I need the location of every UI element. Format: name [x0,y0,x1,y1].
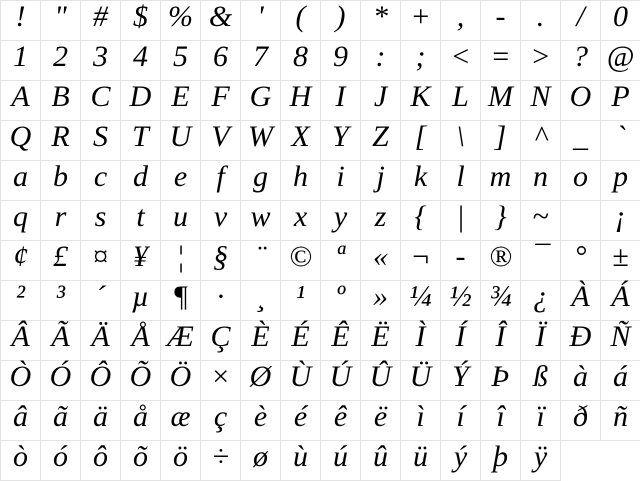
glyph-cell[interactable]: $ [121,1,161,41]
glyph-cell[interactable]: . [521,1,561,41]
glyph-cell[interactable]: î [481,401,521,441]
glyph-cell[interactable]: = [481,41,521,81]
glyph-cell[interactable]: ö [161,441,201,481]
glyph-cell[interactable]: µ [121,281,161,321]
glyph-cell[interactable]: · [201,281,241,321]
glyph-cell[interactable]: ¸ [241,281,281,321]
glyph-cell[interactable]: ì [401,401,441,441]
glyph-cell[interactable]: ! [1,1,41,41]
glyph-cell[interactable]: b [41,161,81,201]
glyph-cell[interactable]: P [601,81,640,121]
glyph-cell[interactable]: ÿ [521,441,561,481]
glyph-cell[interactable]: ª [321,241,361,281]
glyph-cell[interactable]: ¥ [121,241,161,281]
glyph-cell[interactable]: ä [81,401,121,441]
glyph-cell[interactable]: À [561,281,601,321]
glyph-cell[interactable]: > [521,41,561,81]
glyph-cell[interactable]: È [241,321,281,361]
glyph-cell[interactable]: Ç [201,321,241,361]
glyph-cell[interactable]: á [601,361,640,401]
glyph-cell[interactable]: U [161,121,201,161]
glyph-cell[interactable]: ¤ [81,241,121,281]
glyph-cell[interactable]: Õ [121,361,161,401]
glyph-cell[interactable]: Q [1,121,41,161]
glyph-cell[interactable]: _ [561,121,601,161]
glyph-cell[interactable]: } [481,201,521,241]
glyph-cell[interactable]: 6 [201,41,241,81]
glyph-cell[interactable]: ê [321,401,361,441]
glyph-cell[interactable]: ¢ [1,241,41,281]
glyph-cell[interactable]: A [1,81,41,121]
glyph-cell[interactable]: Ã [41,321,81,361]
glyph-cell[interactable]: Ù [281,361,321,401]
glyph-cell[interactable]: É [281,321,321,361]
glyph-cell[interactable]: ¿ [521,281,561,321]
glyph-cell[interactable]: G [241,81,281,121]
glyph-cell[interactable]: o [561,161,601,201]
glyph-cell[interactable]: 3 [81,41,121,81]
glyph-cell[interactable]: & [201,1,241,41]
glyph-cell[interactable]: × [201,361,241,401]
glyph-cell[interactable]: K [401,81,441,121]
glyph-cell[interactable]: O [561,81,601,121]
glyph-cell[interactable]: l [441,161,481,201]
glyph-cell[interactable]: ½ [441,281,481,321]
glyph-cell[interactable]: y [321,201,361,241]
glyph-cell[interactable]: x [281,201,321,241]
glyph-cell[interactable]: ? [561,41,601,81]
glyph-cell[interactable] [561,201,601,241]
glyph-cell[interactable]: Ñ [601,321,640,361]
glyph-cell[interactable]: { [401,201,441,241]
glyph-cell[interactable]: < [441,41,481,81]
glyph-cell[interactable]: # [81,1,121,41]
glyph-cell[interactable]: þ [481,441,521,481]
glyph-cell[interactable]: B [41,81,81,121]
glyph-cell[interactable]: N [521,81,561,121]
glyph-cell[interactable]: ø [241,441,281,481]
glyph-cell[interactable]: I [321,81,361,121]
glyph-cell[interactable]: k [401,161,441,201]
glyph-cell[interactable]: Ê [321,321,361,361]
glyph-cell[interactable]: m [481,161,521,201]
glyph-cell[interactable]: 4 [121,41,161,81]
glyph-cell[interactable]: Ö [161,361,201,401]
glyph-cell[interactable]: e [161,161,201,201]
glyph-cell[interactable]: ¦ [161,241,201,281]
glyph-cell[interactable]: t [121,201,161,241]
glyph-cell[interactable]: Ð [561,321,601,361]
glyph-cell[interactable]: 7 [241,41,281,81]
glyph-cell[interactable]: ú [321,441,361,481]
glyph-cell[interactable]: ¬ [401,241,441,281]
glyph-cell[interactable]: W [241,121,281,161]
glyph-cell[interactable]: ® [481,241,521,281]
glyph-cell[interactable]: Æ [161,321,201,361]
glyph-cell[interactable]: º [321,281,361,321]
glyph-cell[interactable]: ç [201,401,241,441]
empty-cell [601,441,640,481]
glyph-cell[interactable]: Í [441,321,481,361]
glyph-cell[interactable]: ð [561,401,601,441]
glyph-cell[interactable]: è [241,401,281,441]
glyph-cell[interactable]: 8 [281,41,321,81]
glyph-cell[interactable]: Î [481,321,521,361]
glyph-cell[interactable]: ¶ [161,281,201,321]
glyph-cell[interactable]: ] [481,121,521,161]
glyph-cell[interactable]: E [161,81,201,121]
glyph-cell[interactable]: C [81,81,121,121]
glyph-cell[interactable]: ¯ [521,241,561,281]
glyph-cell[interactable]: ¡ [601,201,640,241]
glyph-cell[interactable]: æ [161,401,201,441]
glyph-cell[interactable]: v [201,201,241,241]
glyph-cell[interactable]: s [81,201,121,241]
glyph-cell[interactable]: ó [41,441,81,481]
glyph-cell[interactable]: » [361,281,401,321]
glyph-cell[interactable]: S [81,121,121,161]
glyph-cell[interactable]: j [361,161,401,201]
glyph-cell[interactable]: g [241,161,281,201]
glyph-cell[interactable]: ° [561,241,601,281]
glyph-cell[interactable]: Á [601,281,640,321]
glyph-cell[interactable]: H [281,81,321,121]
glyph-cell[interactable]: Ô [81,361,121,401]
glyph-cell[interactable]: © [281,241,321,281]
glyph-cell[interactable]: ~ [521,201,561,241]
glyph-cell[interactable]: [ [401,121,441,161]
glyph-cell[interactable]: F [201,81,241,121]
glyph-cell[interactable]: c [81,161,121,201]
glyph-cell[interactable]: £ [41,241,81,281]
glyph-cell[interactable]: Â [1,321,41,361]
glyph-cell[interactable]: ^ [521,121,561,161]
glyph-cell[interactable]: ù [281,441,321,481]
glyph-cell[interactable]: u [161,201,201,241]
glyph-cell[interactable]: ¾ [481,281,521,321]
glyph-cell[interactable]: ã [41,401,81,441]
glyph-cell[interactable]: ³ [41,281,81,321]
glyph-cell[interactable]: ' [241,1,281,41]
glyph-cell[interactable]: â [1,401,41,441]
glyph-cell[interactable]: , [441,1,481,41]
glyph-cell[interactable]: Ý [441,361,481,401]
glyph-cell[interactable]: Y [321,121,361,161]
glyph-cell[interactable]: : [361,41,401,81]
glyph-cell[interactable]: " [41,1,81,41]
glyph-cell[interactable]: 1 [1,41,41,81]
glyph-cell[interactable]: Ï [521,321,561,361]
glyph-cell[interactable]: V [201,121,241,161]
glyph-cell[interactable]: ` [601,121,640,161]
glyph-cell[interactable]: ¹ [281,281,321,321]
glyph-cell[interactable]: T [121,121,161,161]
glyph-cell[interactable]: - [441,241,481,281]
glyph-cell[interactable]: ñ [601,401,640,441]
glyph-cell[interactable]: í [441,401,481,441]
glyph-cell[interactable]: z [361,201,401,241]
glyph-cell[interactable]: D [121,81,161,121]
glyph-cell[interactable]: ü [401,441,441,481]
glyph-cell[interactable]: û [361,441,401,481]
glyph-cell[interactable]: i [321,161,361,201]
glyph-cell[interactable]: h [281,161,321,201]
glyph-cell[interactable]: + [401,1,441,41]
glyph-cell[interactable]: Ë [361,321,401,361]
glyph-cell[interactable]: Ø [241,361,281,401]
glyph-cell[interactable]: p [601,161,640,201]
glyph-cell[interactable]: a [1,161,41,201]
glyph-cell[interactable]: M [481,81,521,121]
glyph-cell[interactable]: r [41,201,81,241]
empty-cell [561,441,601,481]
glyph-cell[interactable]: ´ [81,281,121,321]
glyph-cell[interactable]: Ü [401,361,441,401]
glyph-cell[interactable]: ( [281,1,321,41]
glyph-cell[interactable]: Ì [401,321,441,361]
glyph-cell[interactable]: J [361,81,401,121]
glyph-cell[interactable]: L [441,81,481,121]
glyph-cell[interactable]: % [161,1,201,41]
glyph-cell[interactable]: ô [81,441,121,481]
glyph-cell[interactable]: Å [121,321,161,361]
glyph-cell[interactable]: « [361,241,401,281]
glyph-cell[interactable]: é [281,401,321,441]
glyph-cell[interactable]: 9 [321,41,361,81]
glyph-cell[interactable]: ¨ [241,241,281,281]
glyph-cell[interactable]: q [1,201,41,241]
glyph-cell[interactable]: Ò [1,361,41,401]
glyph-cell[interactable]: @ [601,41,640,81]
glyph-cell[interactable]: ; [401,41,441,81]
glyph-cell[interactable]: ï [521,401,561,441]
glyph-cell[interactable]: å [121,401,161,441]
glyph-cell[interactable]: * [361,1,401,41]
glyph-cell[interactable]: \ [441,121,481,161]
glyph-cell[interactable]: Þ [481,361,521,401]
glyph-cell[interactable]: Ú [321,361,361,401]
glyph-cell[interactable]: ý [441,441,481,481]
glyph-cell[interactable]: 5 [161,41,201,81]
glyph-cell[interactable]: Ä [81,321,121,361]
glyph-cell[interactable]: - [481,1,521,41]
glyph-cell[interactable]: | [441,201,481,241]
glyph-cell[interactable]: d [121,161,161,201]
glyph-cell[interactable]: § [201,241,241,281]
glyph-cell[interactable]: Û [361,361,401,401]
glyph-cell[interactable]: à [561,361,601,401]
glyph-cell[interactable]: n [521,161,561,201]
glyph-cell[interactable]: ¼ [401,281,441,321]
glyph-cell[interactable]: ± [601,241,640,281]
glyph-cell[interactable]: 0 [601,1,640,41]
glyph-cell[interactable]: ò [1,441,41,481]
glyph-cell[interactable]: f [201,161,241,201]
glyph-cell[interactable]: R [41,121,81,161]
glyph-cell[interactable]: ) [321,1,361,41]
glyph-cell[interactable]: ë [361,401,401,441]
glyph-cell[interactable]: Z [361,121,401,161]
glyph-cell[interactable]: / [561,1,601,41]
glyph-cell[interactable]: ² [1,281,41,321]
glyph-cell[interactable]: Ó [41,361,81,401]
glyph-cell[interactable]: ÷ [201,441,241,481]
glyph-cell[interactable]: X [281,121,321,161]
glyph-cell[interactable]: õ [121,441,161,481]
glyph-cell[interactable]: ß [521,361,561,401]
glyph-cell[interactable]: w [241,201,281,241]
glyph-cell[interactable]: 2 [41,41,81,81]
